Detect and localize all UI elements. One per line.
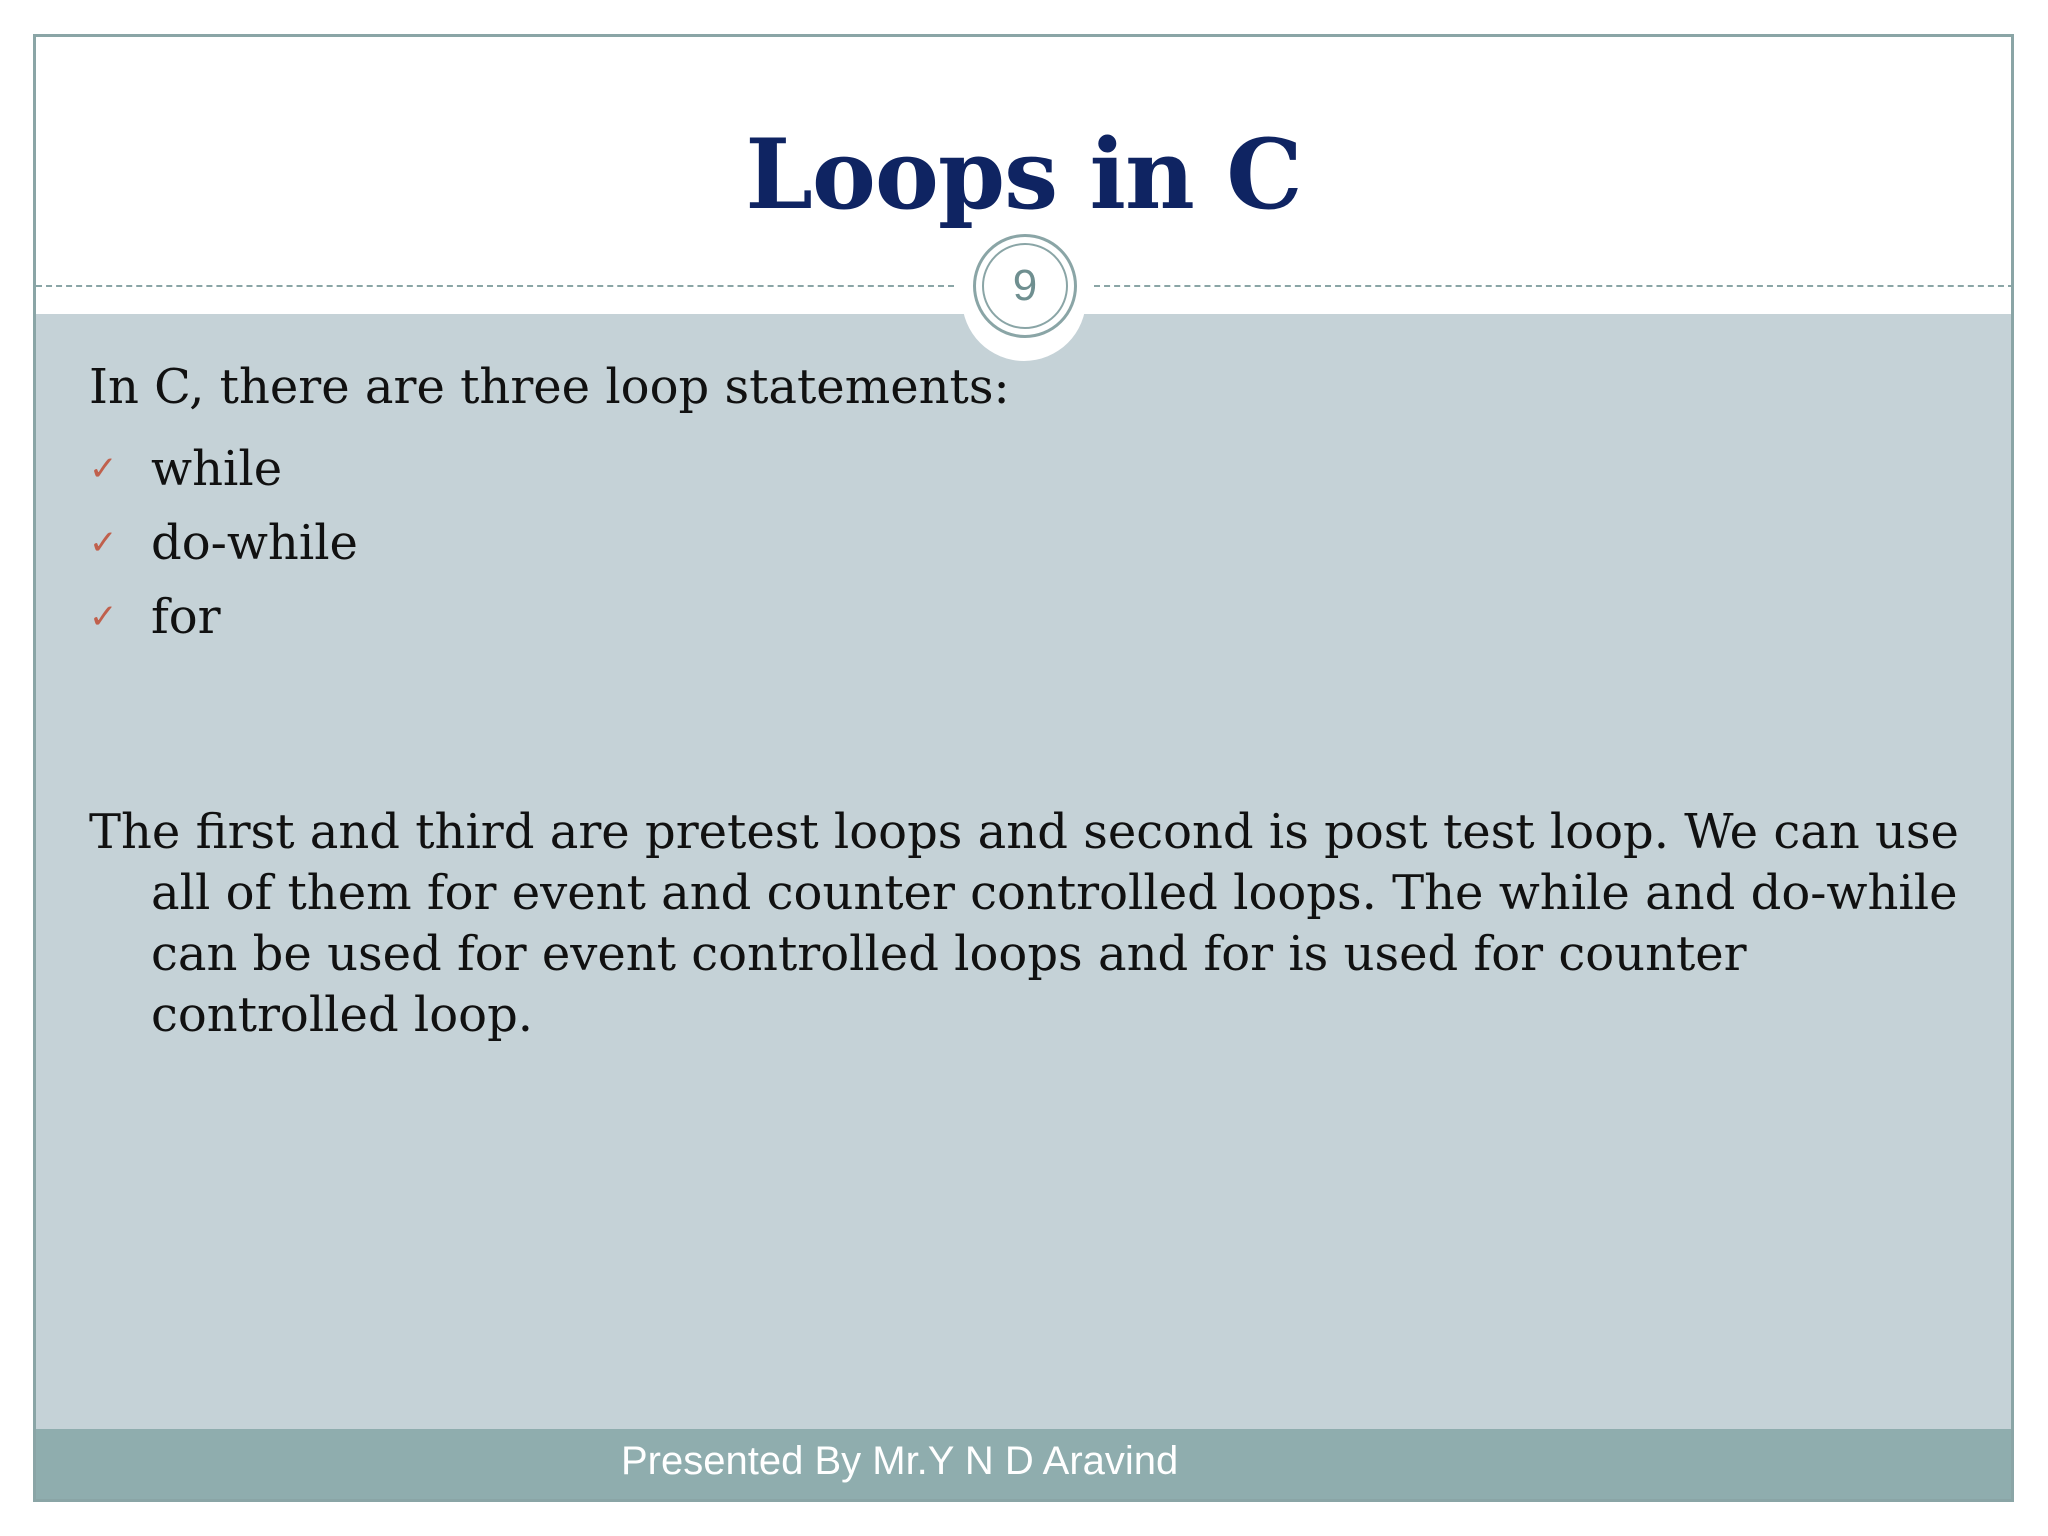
- page-number-badge: [973, 234, 1077, 338]
- slide: [33, 34, 2014, 1502]
- check-icon: ✓: [89, 449, 118, 489]
- list-item-label: for: [151, 589, 221, 645]
- check-icon: ✓: [89, 523, 118, 563]
- slide-title: Loops in C: [745, 118, 1302, 231]
- intro-text: In C, there are three loop statements:: [89, 359, 1010, 415]
- loop-list: [89, 432, 358, 654]
- list-item: [89, 432, 358, 506]
- page-number: 9: [982, 243, 1068, 329]
- list-item: [89, 506, 358, 580]
- list-item-label: while: [151, 441, 283, 497]
- list-item: [89, 580, 358, 654]
- check-icon: ✓: [89, 597, 118, 637]
- presenter-credit: Presented By Mr.Y N D Aravind: [621, 1439, 1179, 1483]
- description-paragraph: The first and third are pretest loops and second is post test loop. We can use all of them for event and counter controlled loops. The while and do-while can be used for event controlled loops and for is used for counter controlled loop.: [89, 804, 1959, 1043]
- header-divider-right: [1094, 285, 2014, 287]
- list-item-label: do-while: [151, 515, 358, 571]
- header-divider-left: [36, 285, 954, 287]
- slide-footer: [36, 1429, 2011, 1499]
